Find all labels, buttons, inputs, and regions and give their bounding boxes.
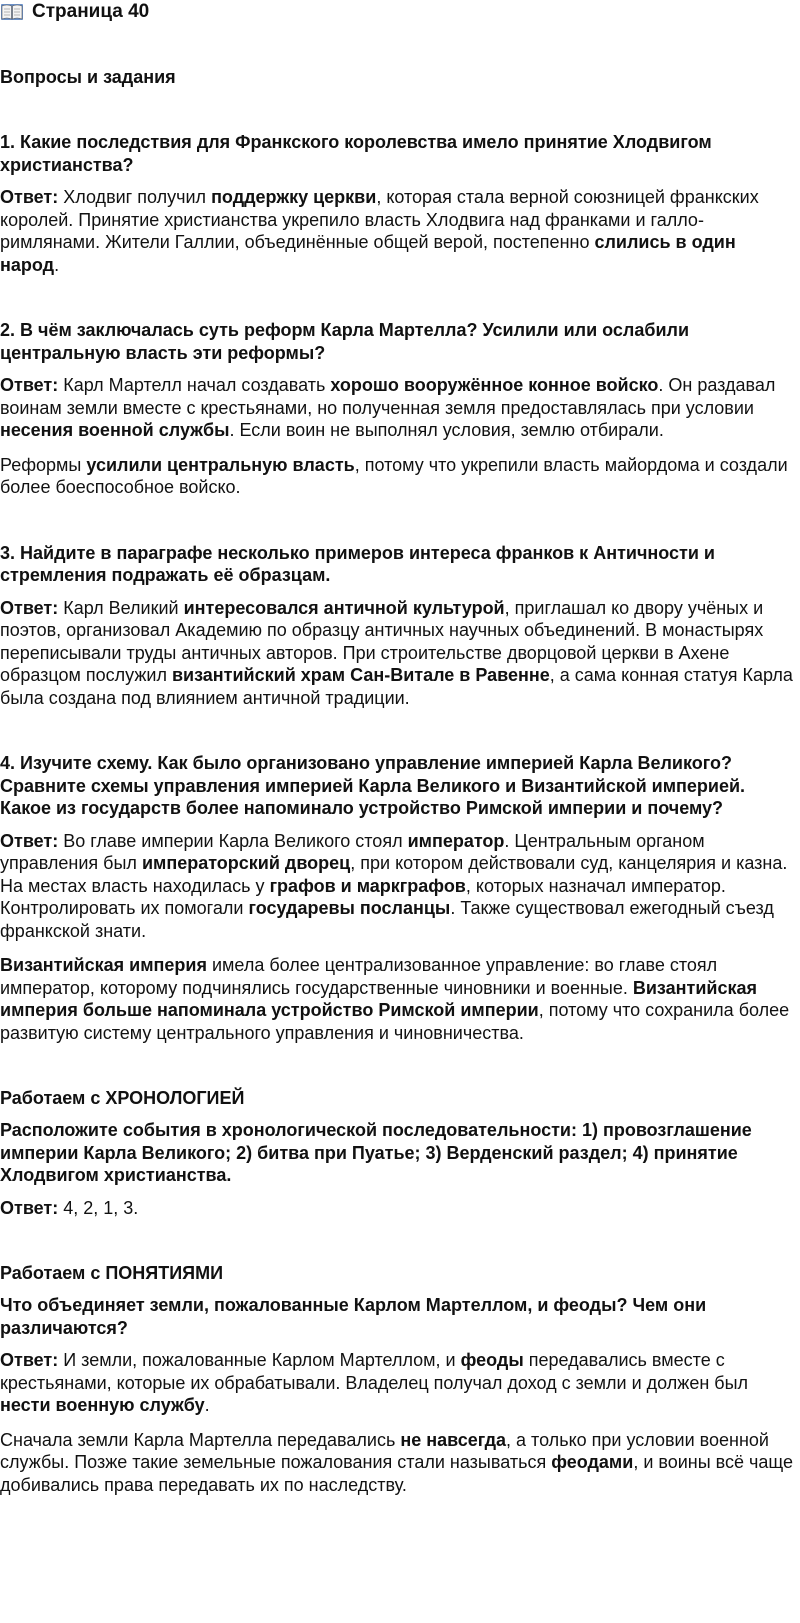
chronology-answer	[0, 1197, 795, 1220]
answer-2-continued	[0, 454, 795, 499]
answer-text: . Также существовал ежегодный съезд франкской знати.	[0, 898, 774, 941]
answer-emphasis: поддержку церкви	[211, 187, 377, 207]
question-1: 1. Какие последствия для Франкского королевства имело принятие Хлодвигом христианства?	[0, 132, 712, 175]
answer-label: Ответ:	[0, 375, 59, 395]
answer-1	[0, 186, 795, 276]
answer-text: .	[54, 254, 60, 275]
answer-emphasis: слились в один народ	[0, 232, 736, 275]
answer-text: Карл Великий	[58, 597, 184, 618]
answer-text: Во главе империи Карла Великого стоял	[58, 830, 408, 851]
answer-emphasis: несения военной службы	[0, 420, 230, 440]
answer-text: передавались вместе с крестьянами, которые их обрабатывали. Владелец получал доход с земли и должен был	[0, 1350, 749, 1393]
answer-text: И земли, пожалованные Карлом Мартеллом, и	[58, 1350, 461, 1370]
answer-text: , а только при условии военной службы. Позже такие земельные пожалования стали называться	[0, 1429, 769, 1472]
question-3: 3. Найдите в параграфе несколько примеров интереса франков к Античности и стремления подражать её образцам.	[0, 542, 715, 585]
answer-text: , и воины всё чаще добивались права передавать их по наследству.	[0, 1452, 794, 1495]
chronology-question: Расположите события в хронологической последовательности: 1) провозглашение империи Карла Великого; 2) битва при Пуатье; 3) Верденский раздел; 4) принятие Хлодвигом христианства.	[0, 1120, 752, 1185]
answer-label: Ответ:	[0, 597, 59, 618]
answer-emphasis: Византийская империя больше напоминала устройство Римской империи	[0, 977, 757, 1020]
answer-4	[0, 830, 795, 943]
answer-emphasis: феоды	[460, 1350, 524, 1370]
question-4: 4. Изучите схему. Как было организовано управление империей Карла Великого? Сравните схемы управления империей Карла Великого и Византийской империей. Какое из государств более напоминало устройство Римской империи и почему?	[0, 753, 746, 818]
page-title: Страница 40	[32, 1, 150, 22]
answer-text: , которая стала верной союзницей франкских королей. Принятие христианства укрепило власть Хлодвига над франками и галло-римлянами. Жители Галлии, объединённые общей верой, постепенно	[0, 187, 759, 252]
open-book-icon	[0, 2, 24, 22]
concepts-answer	[0, 1349, 795, 1417]
answer-text: , которых назначал император. Контролировать их помогали	[0, 875, 726, 918]
concepts-answer-continued	[0, 1429, 795, 1497]
answer-emphasis: феодами	[551, 1452, 634, 1472]
chronology-title: Работаем с ХРОНОЛОГИЕЙ	[0, 1088, 245, 1108]
answer-text: . Он раздавал воинам земли вместе с крестьянами, но полученная земля предоставлялась при условии	[0, 375, 776, 418]
answer-text: , а сама конная статуя Карла была создана под влиянием античной традиции.	[0, 665, 793, 708]
answer-text: , потому что сохранила более развитую систему центрального управления и чиновничества.	[0, 1000, 790, 1043]
answer-label: Ответ:	[0, 1197, 59, 1218]
answer-text: 4, 2, 1, 3.	[58, 1197, 139, 1218]
answer-label: Ответ:	[0, 1350, 59, 1370]
answer-emphasis: нести военную службу	[0, 1395, 205, 1415]
concepts-title: Работаем с ПОНЯТИЯМИ	[0, 1263, 224, 1283]
answer-emphasis: Византийская империя	[0, 955, 207, 975]
answer-emphasis: интересовался античной культурой	[183, 597, 505, 618]
answer-text: . Если воин не выполнял условия, землю отбирали.	[229, 420, 664, 440]
question-2: 2. В чём заключалась суть реформ Карла Мартелла? Усилили или ослабили центральную власть эти реформы?	[0, 320, 690, 363]
answer-text: . Центральным органом управления был	[0, 830, 705, 873]
answer-text: Карл Мартелл начал создавать	[58, 375, 331, 395]
section-title: Вопросы и задания	[0, 67, 176, 87]
answer-text: Хлодвиг получил	[58, 187, 212, 207]
answer-emphasis: не навсегда	[400, 1429, 507, 1450]
answer-text: , потому что укрепили власть майордома и создали более боеспособное войско.	[0, 454, 788, 497]
answer-emphasis: графов и маркграфов	[269, 875, 466, 896]
answer-text: , при котором действовали суд, канцелярия и казна. На местах власть находилась у	[0, 853, 788, 896]
page-header	[0, 0, 800, 24]
answer-emphasis: император	[407, 830, 505, 851]
answer-text: .	[204, 1395, 210, 1415]
answer-emphasis: усилили центральную власть	[86, 454, 355, 475]
answer-emphasis: византийский храм Сан-Витале в Равенне	[171, 665, 550, 685]
answer-emphasis: императорский дворец	[141, 853, 351, 873]
concepts-question: Что объединяет земли, пожалованные Карлом Мартеллом, и феоды? Чем они различаются?	[0, 1295, 707, 1338]
answer-text: , приглашал ко двору учёных и поэтов, организовал Академию по образцу античных научных объединений. В монастырях переписывали труды античных авторов. При строительстве дворцовой церкви в Ахене образцом послужил	[0, 597, 764, 685]
answer-3	[0, 597, 795, 710]
answer-2	[0, 374, 795, 442]
answer-emphasis: хорошо вооружённое конное войско	[330, 375, 659, 395]
answer-label: Ответ:	[0, 187, 59, 207]
answer-label: Ответ:	[0, 830, 59, 851]
answer-text: имела более централизованное управление: во главе стоял император, которому подчинялись государственные чиновники и военные.	[0, 955, 718, 998]
answer-text: Реформы	[0, 454, 87, 475]
answer-text: Сначала земли Карла Мартелла передавались	[0, 1429, 401, 1450]
answer-4-continued	[0, 954, 795, 1044]
answer-emphasis: государевы посланцы	[248, 898, 451, 918]
